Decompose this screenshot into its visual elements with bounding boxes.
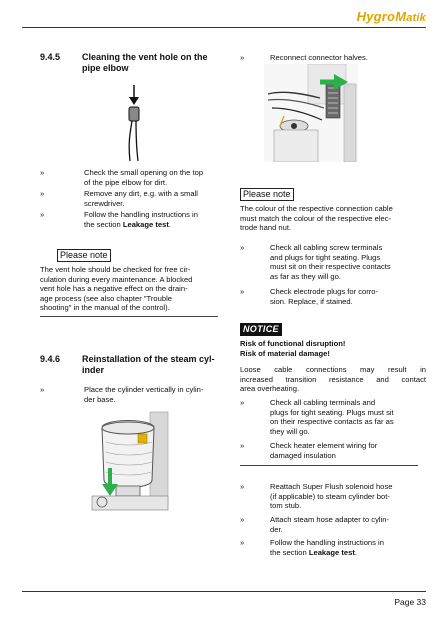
section-title-945-line2: pipe elbow bbox=[82, 63, 129, 73]
risk-material: Risk of material damage! bbox=[240, 349, 330, 358]
arrow-down-icon bbox=[129, 97, 139, 105]
notice-text: Loose cable connections may result in increased transition resistance and contact area overheating. bbox=[240, 365, 426, 394]
side-wall bbox=[344, 84, 356, 162]
section-number-946: 9.4.6 bbox=[40, 354, 61, 364]
warning-label-icon bbox=[138, 434, 147, 443]
hose-right bbox=[136, 121, 138, 161]
note-rule-left bbox=[40, 316, 218, 317]
header-rule bbox=[22, 27, 426, 28]
green-arrow-down-icon bbox=[102, 484, 118, 496]
pipe-elbow-illustration bbox=[112, 83, 156, 163]
page-number: Page 33 bbox=[394, 597, 426, 607]
notice-rule bbox=[240, 465, 418, 466]
cylinder-top bbox=[102, 422, 154, 434]
section-title-946-line2: inder bbox=[82, 365, 105, 375]
footer-rule bbox=[22, 591, 426, 592]
section-number-945: 9.4.5 bbox=[40, 52, 61, 62]
section-title-946-line1: Reinstallation of the steam cyl- bbox=[82, 354, 215, 364]
note-text-right: The colour of the respective connection cable must match the colour of the respective elec- trode hand nut. bbox=[240, 204, 393, 233]
section-title-945-line1: Cleaning the vent hole on the bbox=[82, 52, 208, 62]
leakage-test-link: Leakage test bbox=[122, 219, 169, 229]
steam-cylinder-illustration bbox=[88, 410, 174, 514]
connector-illustration bbox=[264, 64, 358, 162]
please-note-label-left: Please note bbox=[57, 249, 111, 262]
cylinder-base bbox=[116, 486, 140, 496]
cylinder-photo-body bbox=[274, 130, 318, 162]
risk-functional: Risk of functional disruption! bbox=[240, 339, 346, 348]
electrode-nut bbox=[291, 123, 297, 129]
base-plate bbox=[92, 496, 168, 510]
vent-fitting bbox=[129, 107, 139, 121]
leakage-test-link-right: Leakage test bbox=[308, 547, 355, 557]
note-text-left: The vent hole should be checked for free cir- culation during every maintenance. A blocked vent hole has a negative effect on the drain- age process (see also chapter "Trouble shooting" in the manual of the control). bbox=[40, 265, 193, 313]
notice-label: NOTICE bbox=[240, 323, 282, 336]
hose-left bbox=[129, 121, 132, 161]
hygromatik-logo: HygroMatik bbox=[356, 9, 426, 24]
please-note-label-right: Please note bbox=[240, 188, 294, 201]
